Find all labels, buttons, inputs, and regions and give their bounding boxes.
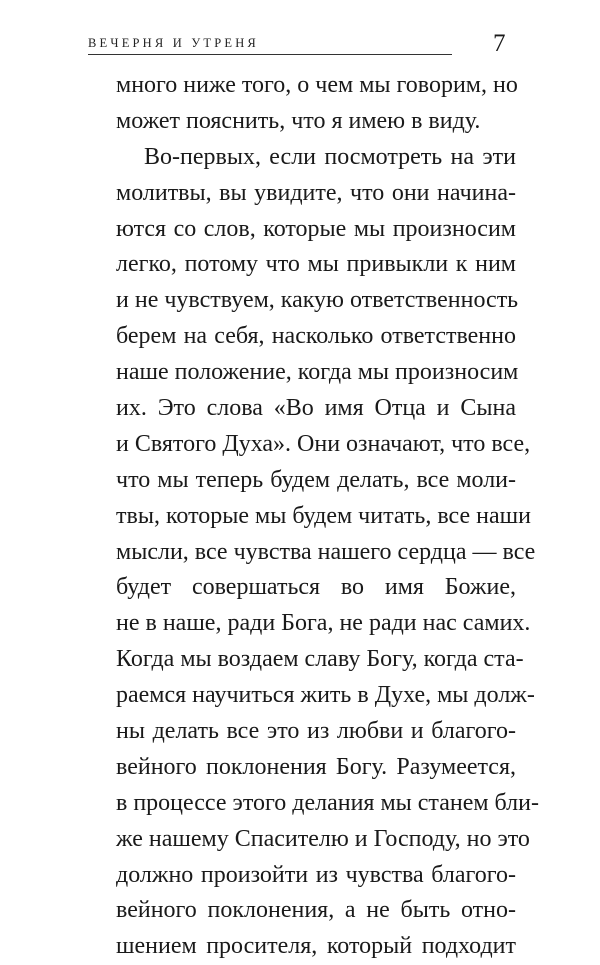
text-line: в процессе этого делания мы станем бли- <box>116 789 539 816</box>
text-line: и Святого Духа». Они означают, что все, <box>116 430 531 457</box>
text-line: наше положение, когда мы произносим <box>116 359 519 386</box>
text-line: будет совершаться во имя Божие, <box>116 574 516 601</box>
text-line: их. Это слова «Во имя Отца и Сына <box>116 395 516 422</box>
text-line: ны делать все это из любви и благого- <box>116 718 516 745</box>
text-line: твы, которые мы будем читать, все наши <box>116 502 531 529</box>
text-line: Когда мы воздаем славу Богу, когда ста- <box>116 646 524 673</box>
text-line: Во-первых, если посмотреть на эти <box>144 143 516 170</box>
page-number: 7 <box>493 30 506 57</box>
text-line: мысли, все чувства нашего сердца — все <box>116 538 536 565</box>
text-line: вейного поклонения Богу. Разумеется, <box>116 753 516 780</box>
text-line: и не чувствуем, какую ответственность <box>116 287 519 314</box>
running-head-title: ВЕЧЕРНЯ И УТРЕНЯ <box>88 36 259 50</box>
text-line: не в наше, ради Бога, не ради нас самих. <box>116 610 531 637</box>
text-line: может пояснить, что я имею в виду. <box>116 107 481 134</box>
text-line: должно произойти из чувства благого- <box>116 861 516 888</box>
text-line: же нашему Спасителю и Господу, но это <box>116 825 530 852</box>
text-line: молитвы, вы увидите, что они начина- <box>116 179 516 206</box>
body-text <box>116 68 539 965</box>
text-line: берем на себя, насколько ответственно <box>116 323 516 350</box>
text-line: легко, потому что мы привыкли к ним <box>116 251 516 278</box>
header-rule <box>88 54 452 55</box>
text-line: вейного поклонения, а не быть отно- <box>116 897 516 924</box>
text-line: много ниже того, о чем мы говорим, но <box>116 72 518 98</box>
text-line: шением просителя, который подходит <box>116 933 516 960</box>
text-line: что мы теперь будем делать, все моли- <box>116 466 516 493</box>
text-line: ются со слов, которые мы произносим <box>116 215 516 242</box>
text-line: раемся научиться жить в Духе, мы долж- <box>116 682 535 709</box>
